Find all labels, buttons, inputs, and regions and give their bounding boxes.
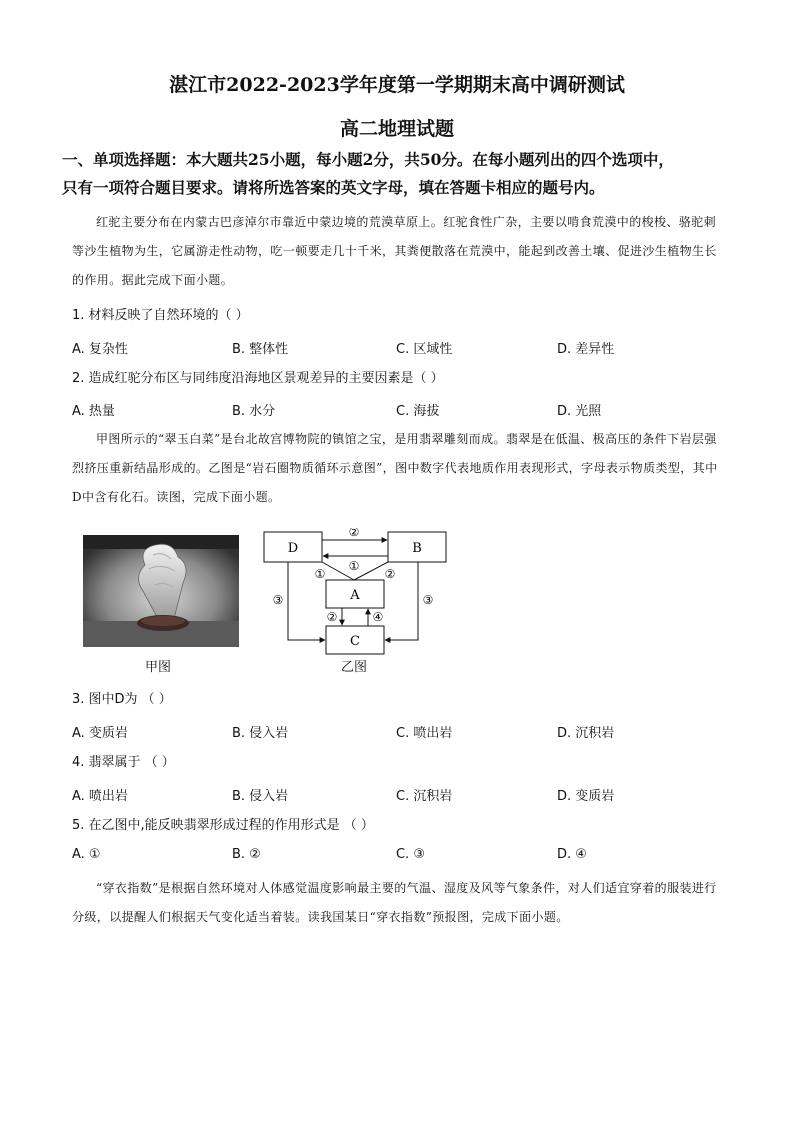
option-a[interactable]: A. 复杂性 <box>72 342 128 357</box>
option-d[interactable]: D. 光照 <box>557 404 602 419</box>
label-right-side: ③ <box>422 593 434 607</box>
option-c[interactable]: C. 喷出岩 <box>396 726 453 741</box>
option-b[interactable]: B. 侵入岩 <box>232 789 289 804</box>
label-left-diag: ① <box>314 567 326 581</box>
section-line-1: 一、单项选择题：本大题共25小题，每小题2分，共50分。在每小题列出的四个选项中， <box>62 150 674 169</box>
caption-figure-a: 甲图 <box>145 660 172 675</box>
section-instructions <box>62 146 742 202</box>
option-c[interactable]: C. 海拔 <box>396 404 440 419</box>
box-a-label: A <box>350 588 360 603</box>
option-d[interactable]: D. ④ <box>557 847 587 862</box>
question-1-options <box>72 338 732 358</box>
option-b[interactable]: B. 水分 <box>232 404 276 419</box>
option-a[interactable]: A. ① <box>72 847 101 862</box>
option-d[interactable]: D. 沉积岩 <box>557 726 615 741</box>
label-left-side: ③ <box>272 593 284 607</box>
label-mid: ① <box>348 559 360 573</box>
option-b[interactable]: B. 侵入岩 <box>232 726 289 741</box>
jade-cabbage-photo <box>83 535 239 647</box>
label-c-to-a: ④ <box>372 610 384 624</box>
question-1-stem: 1. 材料反映了自然环境的（ ） <box>72 308 249 323</box>
question-3-options <box>72 722 732 742</box>
exam-title: 湛江市2022-2023学年度第一学期期末高中调研测试 <box>169 74 625 96</box>
option-d[interactable]: D. 变质岩 <box>557 789 615 804</box>
question-4-stem: 4. 翡翠属于 （ ） <box>72 755 175 770</box>
box-d-label: D <box>287 541 299 556</box>
option-a[interactable]: A. 热量 <box>72 404 115 419</box>
question-3-stem: 3. 图中D为 （ ） <box>72 692 172 707</box>
section-line-2: 只有一项符合题目要求。请将所选答案的英文字母，填在答题卡相应的题号内。 <box>62 178 605 197</box>
box-b-label: B <box>412 541 422 556</box>
passage-jade-cabbage: 甲图所示的“翠玉白菜”是台北故宫博物院的镇馆之宝，是用翡翠雕刻而成。翡翠是在低温、极高压的条件下岩层强烈挤压重新结晶形成的。乙图是“岩石圈物质循环示意图”，图中数字代表地质作用表现形式，字母表示物质类型，其中D中含有化石。读图，完成下面小题。 <box>72 432 718 504</box>
label-right-diag: ② <box>384 567 396 581</box>
question-5-stem: 5. 在乙图中,能反映翡翠形成过程的作用形式是 （ ） <box>72 818 374 833</box>
label-top: ② <box>348 528 360 539</box>
question-4-options <box>72 785 732 805</box>
option-c[interactable]: C. 区域性 <box>396 342 453 357</box>
question-2-stem: 2. 造成红驼分布区与同纬度沿海地区景观差异的主要因素是（ ） <box>72 371 444 386</box>
option-b[interactable]: B. 整体性 <box>232 342 289 357</box>
exam-subtitle: 高二地理试题 <box>339 118 454 140</box>
option-a[interactable]: A. 喷出岩 <box>72 789 128 804</box>
rock-cycle-diagram <box>258 528 458 656</box>
box-c-label: C <box>350 634 360 649</box>
option-b[interactable]: B. ② <box>232 847 261 862</box>
passage-clothing-index: “穿衣指数”是根据自然环境对人体感觉温度影响最主要的气温、湿度及风等气象条件，对人们适宜穿着的服装进行分级，以提醒人们根据天气变化适当着装。读我国某日“穿衣指数”预报图，完成下面小题。 <box>72 881 717 924</box>
option-d[interactable]: D. 差异性 <box>557 342 615 357</box>
label-a-to-c: ② <box>326 610 338 624</box>
option-a[interactable]: A. 变质岩 <box>72 726 128 741</box>
question-5-options <box>72 847 732 867</box>
passage-red-camel: 红驼主要分布在内蒙古巴彦淖尔市靠近中蒙边境的荒漠草原上。红驼食性广杂，主要以啃食荒漠中的梭梭、骆驼刺等沙生植物为生，它属游走性动物，吃一顿要走几十千米，其粪便散落在荒漠中，能起到改善土壤、促进沙生植物生长的作用。据此完成下面小题。 <box>72 215 717 287</box>
question-2-options <box>72 400 732 420</box>
option-c[interactable]: C. ③ <box>396 847 425 862</box>
jade-cabbage-image <box>83 535 239 647</box>
caption-figure-b: 乙图 <box>341 660 368 675</box>
option-c[interactable]: C. 沉积岩 <box>396 789 453 804</box>
